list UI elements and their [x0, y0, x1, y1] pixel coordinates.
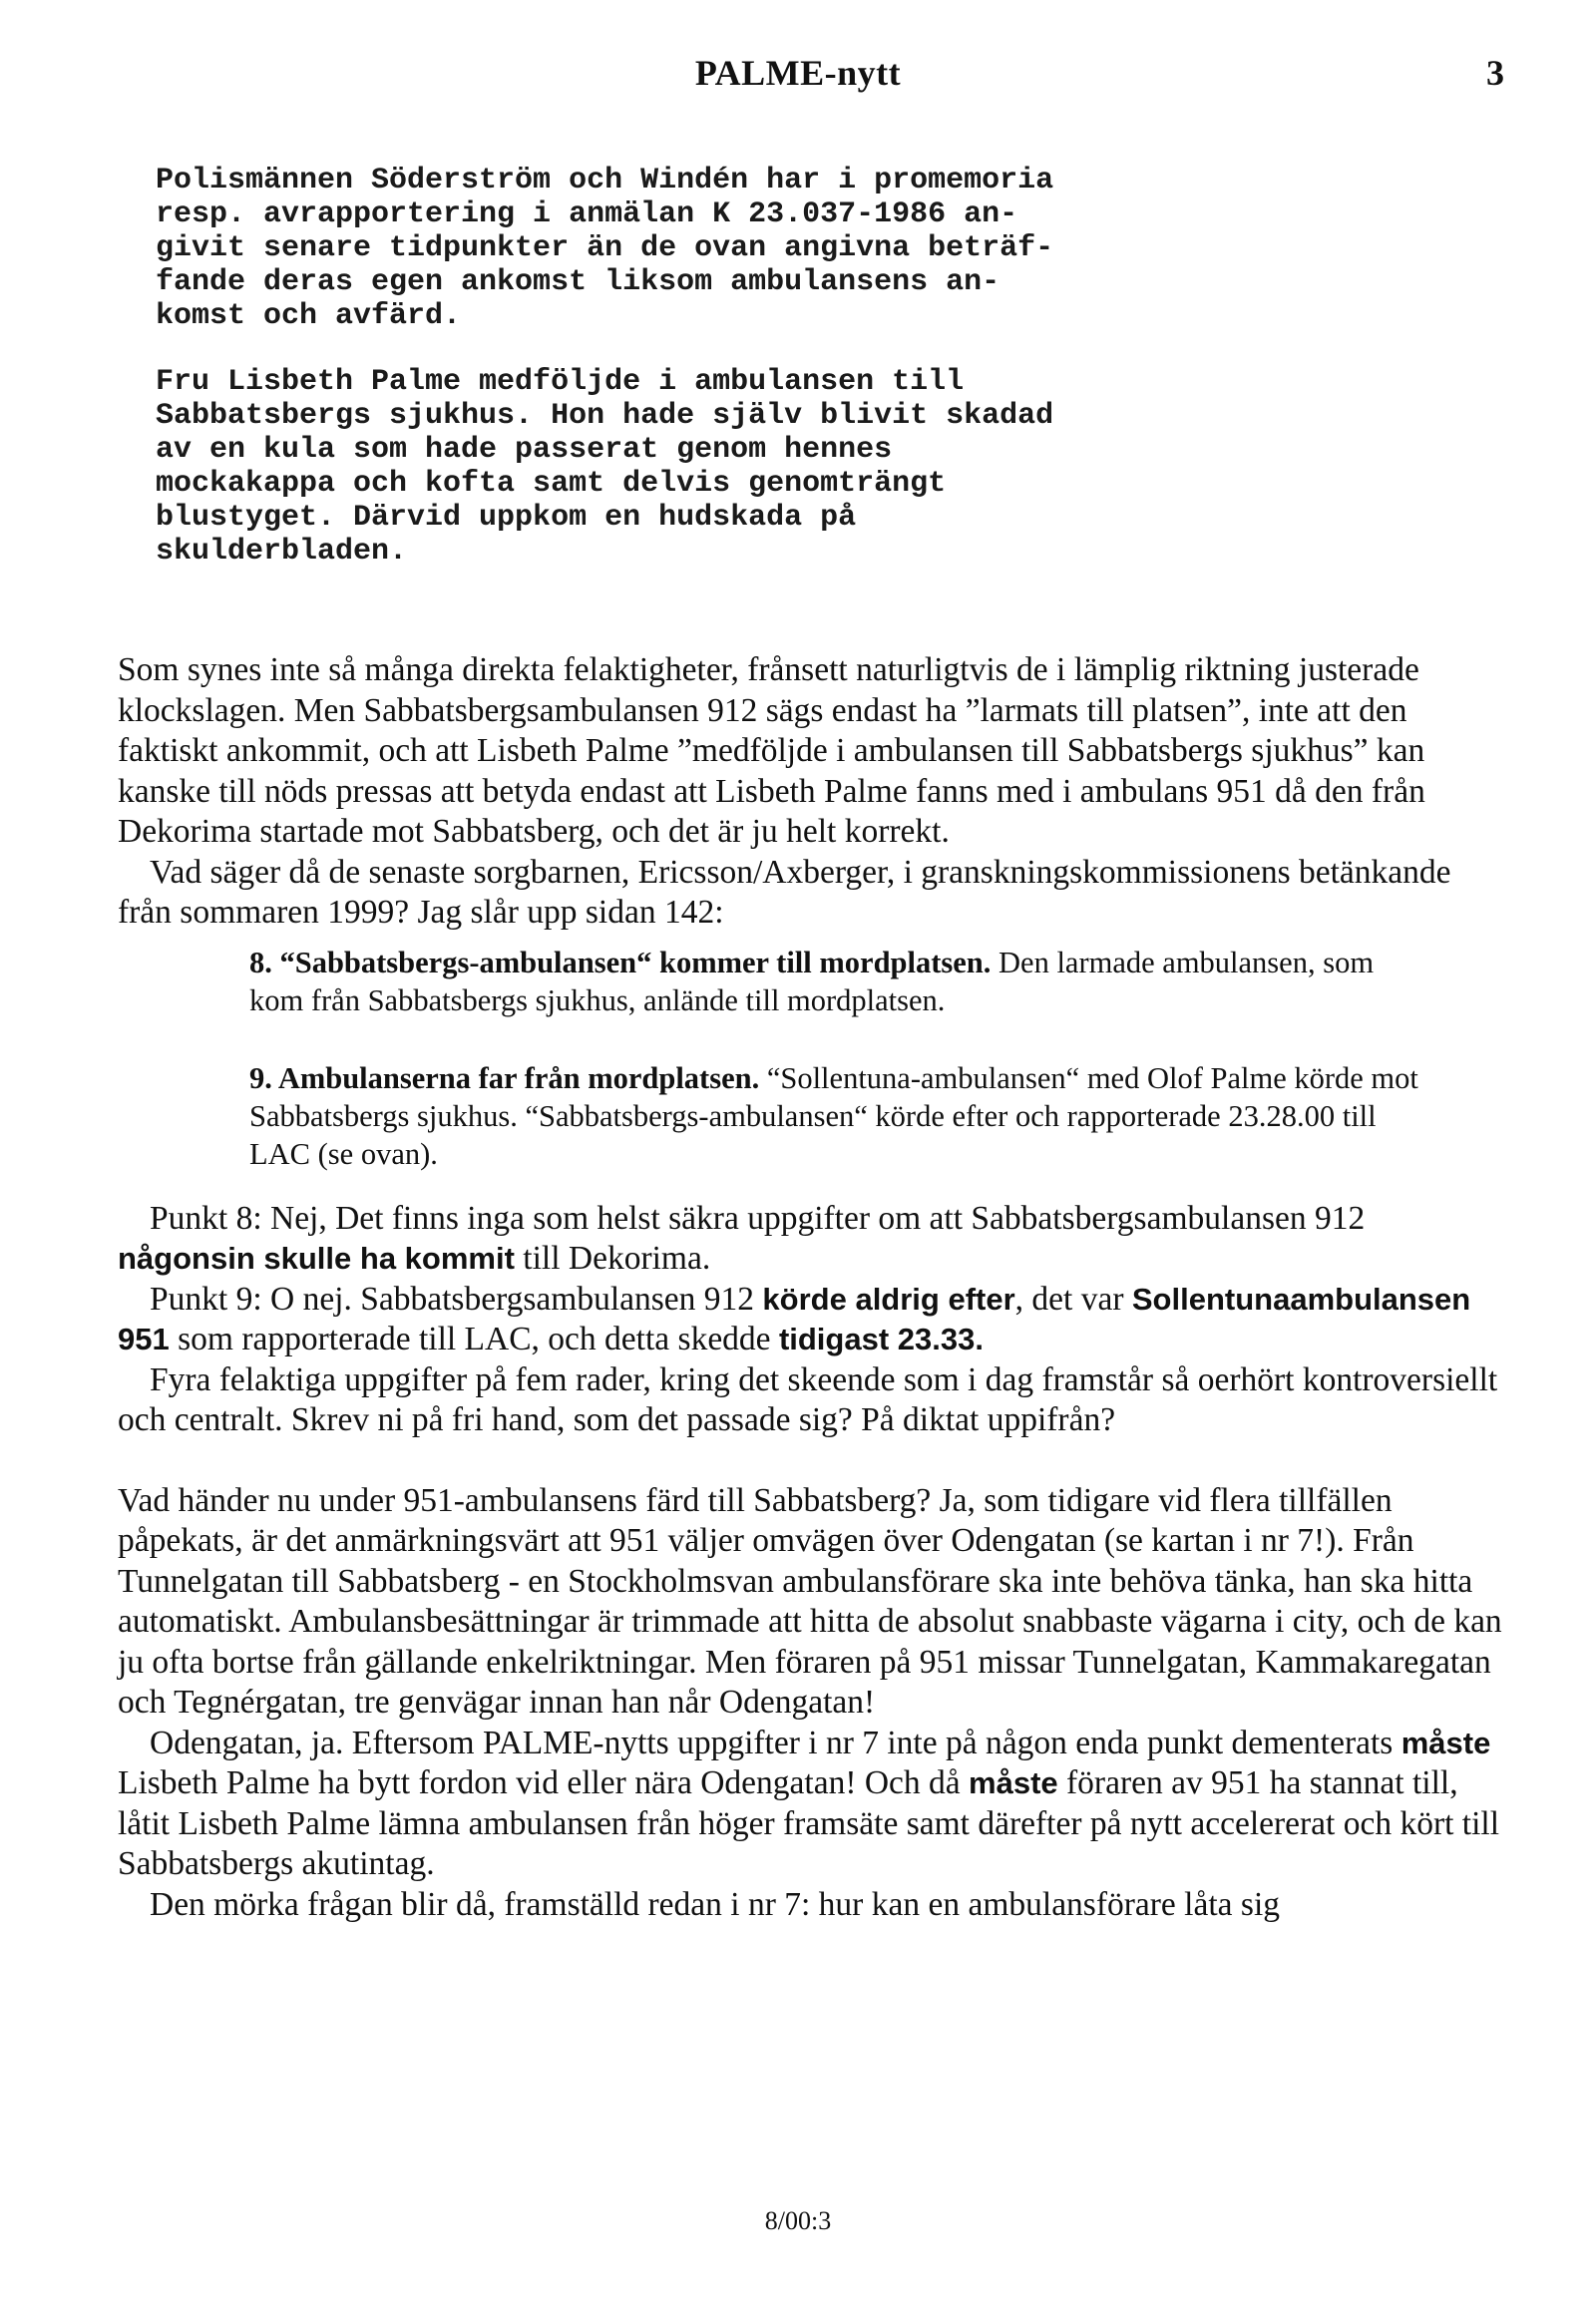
body-paragraph	[118, 1199, 1504, 1280]
text-run: , det var	[1014, 1280, 1132, 1318]
quote-text: Den larmade ambulansen, som kom från Sabbatsbergs sjukhus, anlände till mordplatsen.	[249, 945, 1375, 1017]
body-paragraph: Vad händer nu under 951-ambulansens färd till Sabbatsberg? Ja, som tidigare vid flera tillfällen påpekats, är det anmärkningsvärt att 951 väljer omvägen över Odengatan (se kartan i nr 7!). Från Tunnelgatan till Sabbatsberg - en Stockholmsvan ambulansförare ska inte behöva tänka, han ska hitta automatiskt. Ambulansbesättningar är trimmade att hitta de absolut snabbaste vägarna i city, och de kan ju ofta bortse från gällande enkelriktningar. Men föraren på 951 missar Tunnelgatan, Kammakaregatan och Tegnérgatan, tre genvägar innan han når Odengatan!	[118, 1481, 1502, 1721]
text-run: Punkt 8: Nej, Det finns inga som helst säkra uppgifter om att Sabbatsbergsambulansen 912	[150, 1199, 1366, 1237]
body-paragraph: Fyra felaktiga uppgifter på fem rader, kring det skeende som i dag framstår så oerhört kontroversiellt och centralt. Skrev ni på fri hand, som det passade sig? På diktat uppifrån?	[118, 1360, 1498, 1438]
article-body	[118, 650, 1504, 1925]
text-run: Lisbeth Palme ha bytt fordon vid eller nära Odengatan! Och då	[118, 1764, 970, 1801]
quote-heading: 8. “Sabbatsbergs-ambulansen“ kommer till mordplatsen.	[249, 945, 992, 979]
quote-text: “Sollentuna-ambulansen“ med Olof Palme körde mot Sabbatsbergs sjukhus. “Sabbatsbergs-ambulansen“ körde efter och rapporterade 23.28.00 till LAC (se ovan).	[249, 1060, 1418, 1171]
page-number: 3	[1486, 53, 1504, 93]
body-paragraph	[118, 1280, 1504, 1360]
typewritten-excerpt	[156, 164, 1173, 600]
body-paragraph	[118, 1724, 1504, 1885]
body-paragraph: Vad säger då de senaste sorgbarnen, Ericsson/Axberger, i granskningskommissionens betänkande från sommaren 1999? Jag slår upp sidan 142:	[118, 853, 1451, 931]
quoted-point-9	[249, 1059, 1426, 1173]
emphasis: Sollentunaambulansen 951	[118, 1281, 1471, 1356]
text-run: Punkt 9: O nej. Sabbatsbergsambulansen 912	[150, 1280, 763, 1318]
body-paragraph: Som synes inte så många direkta felaktigheter, frånsett naturligtvis de i lämplig riktning justerade klockslagen. Men Sabbatsbergsambulansen 912 sägs endast ha ”larmats till platsen”, inte att den faktiskt ankommit, och att Lisbeth Palme ”medföljde i ambulansen till Sabbatsbergs sjukhus” kan kanske till nöds pressas att betyda endast att Lisbeth Palme fanns med i ambulans 951 då den från Dekorima startade mot Sabbatsberg, och det är ju helt korrekt.	[118, 651, 1425, 850]
emphasis: tidigast 23.33.	[778, 1322, 984, 1356]
emphasis: körde aldrig efter	[762, 1281, 1015, 1317]
quote-heading: 9. Ambulanserna far från mordplatsen.	[249, 1060, 760, 1095]
text-run: till Dekorima.	[514, 1240, 711, 1277]
issue-footer: 8/00:3	[764, 2206, 832, 2235]
text-run: föraren av 951 ha stannat till, låtit Lisbeth Palme lämna ambulansen från höger framsäte samt därefter på nytt accelererat och kört till Sabbatsbergs akutintag.	[118, 1764, 1500, 1882]
emphasis: någonsin skulle ha kommit	[118, 1241, 515, 1276]
typewritten-paragraph: Fru Lisbeth Palme medföljde i ambulansen till Sabbatsbergs sjukhus. Hon hade själv blivit skadad av en kula som hade passerat genom hennes mockakappa och kofta samt delvis genomträngt blustyget. Därvid uppkom en hudskada på skulderbladen.	[156, 365, 1054, 569]
body-paragraph: Den mörka frågan blir då, framställd redan i nr 7: hur kan en ambulansförare låta sig	[150, 1885, 1280, 1923]
quoted-point-8	[249, 944, 1426, 1019]
typewritten-paragraph: Polismännen Söderström och Windén har i promemoria resp. avrapportering i anmälan K 23.037-1986 an- givit senare tidpunkter än de ovan angivna beträf- fande deras egen ankomst liksom ambulansens an- komst och avfärd.	[156, 164, 1054, 333]
emphasis: måste	[969, 1765, 1058, 1800]
text-run: som rapporterade till LAC, och detta skedde	[169, 1321, 779, 1357]
emphasis: måste	[1400, 1725, 1491, 1760]
text-run: Odengatan, ja. Eftersom PALME-nytts uppgifter i nr 7 inte på någon enda punkt dementerats	[150, 1724, 1401, 1761]
page-title: PALME-nytt	[694, 53, 902, 93]
